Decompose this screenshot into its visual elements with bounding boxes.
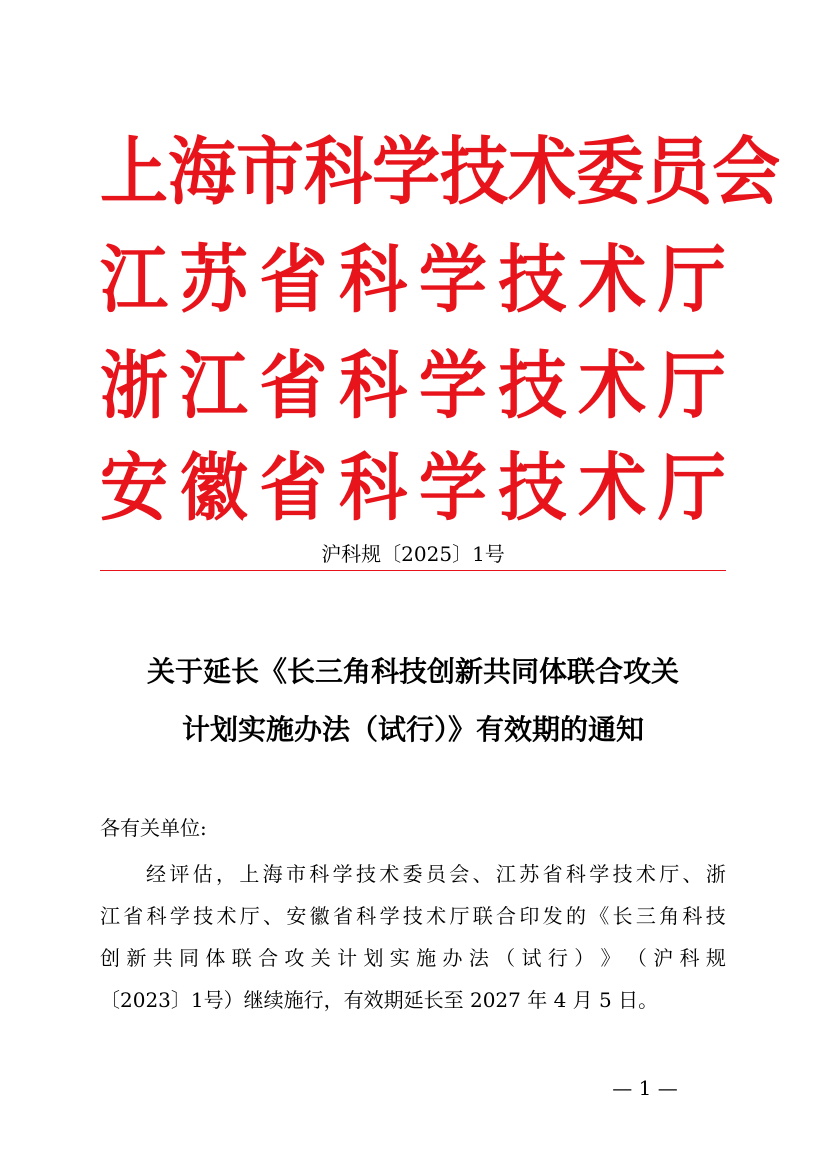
body-char: 省 [332,904,353,928]
body-char: 联 [231,946,252,970]
issuer-line-1 [100,128,781,216]
body-char: 发 [542,904,563,928]
body-char: 苏 [519,862,540,886]
body-char: 科 [682,904,703,928]
body-char: 、 [263,904,284,928]
body-char: 关 [310,946,331,970]
body-char: 规 [705,946,726,970]
issuer-char: 科 [304,128,373,216]
issuer-char: 苏 [179,236,248,324]
issuer-char: 江 [179,342,248,430]
body-char: 创 [100,946,120,970]
body-char: 划 [363,946,384,970]
body-char: 评 [169,862,190,886]
body-char: 科 [679,946,700,970]
issuer-char: 术 [508,128,577,216]
body-char: （ [626,946,647,970]
body-char: 浙 [705,862,726,886]
body-char: 科 [309,862,330,886]
salutation: 各有关单位: [100,816,207,840]
body-char: （ [495,946,516,970]
title-line-1: 关于延长《长三角科技创新共同体联合攻关 [146,655,679,688]
body-char: 学 [379,904,400,928]
issuer-char: 术 [578,444,647,532]
body-char: 厅 [449,904,470,928]
body-char: 术 [635,862,656,886]
body-char: 术 [379,862,400,886]
body-char: 学 [332,862,353,886]
body-char: 攻 [284,946,305,970]
issuer-char: 厅 [657,236,726,324]
body-char: ， [215,862,236,886]
body-char: 术 [216,904,237,928]
issuer-line-4 [100,445,726,531]
issuer-char: 科 [339,444,408,532]
body-char: 角 [659,904,680,928]
body-char: 员 [425,862,446,886]
body-char: 学 [589,862,610,886]
body-char: 体 [205,946,226,970]
body-char: 沪 [653,946,674,970]
body-char: 计 [337,946,358,970]
body-char: 技 [355,862,376,886]
body-char: 新 [126,946,147,970]
issuer-char: 学 [418,236,487,324]
issuer-char: 徽 [179,444,248,532]
body-line-3 [100,944,726,972]
body-char: 术 [426,904,447,928]
body-char: 厅 [239,904,260,928]
issuer-char: 科 [339,342,408,430]
body-char: 、 [682,862,703,886]
issuer-char: 员 [644,128,713,216]
body-char: 的 [565,904,586,928]
issuer-char: 省 [259,236,328,324]
body-char: 学 [169,904,190,928]
body-char: 市 [285,862,306,886]
issuer-char: 安 [100,444,169,532]
issuer-char: 省 [259,444,328,532]
body-char: 估 [192,862,213,886]
body-char: 徽 [309,904,330,928]
body-char: 科 [146,904,167,928]
issuer-char: 科 [339,236,408,324]
body-line-1 [100,860,726,888]
body-char: 会 [449,862,470,886]
body-char: 实 [389,946,410,970]
body-char: 法 [468,946,489,970]
issuer-char: 委 [576,128,645,216]
body-char: 科 [356,904,377,928]
issuer-char: 术 [578,342,647,430]
body-char: 、 [472,862,493,886]
body-char: 省 [542,862,563,886]
issuer-char: 学 [372,128,441,216]
issuer-char: 技 [498,444,567,532]
issuer-char: 技 [498,342,567,430]
body-char: 江 [100,904,120,928]
body-char: 安 [286,904,307,928]
issuer-char: 技 [498,236,567,324]
body-char: 省 [123,904,144,928]
body-char: 技 [705,904,726,928]
body-char: 科 [565,862,586,886]
page-number: — 1 — [612,1076,678,1100]
body-char: 印 [519,904,540,928]
body-char: ） [574,946,595,970]
body-char: 三 [635,904,656,928]
issuer-char: 省 [259,342,328,430]
issuer-line-2 [100,237,726,323]
issuer-char: 学 [418,444,487,532]
document-number: 沪科规〔2025〕1号 [321,542,505,566]
body-char: 同 [179,946,200,970]
body-char: 》 [600,946,621,970]
body-char: 合 [258,946,279,970]
body-char: 合 [496,904,517,928]
body-char: 海 [262,862,283,886]
issuer-char: 术 [578,236,647,324]
issuer-char: 浙 [100,342,169,430]
body-line-2 [100,902,726,930]
body-char: 江 [495,862,516,886]
body-char: 共 [152,946,173,970]
issuer-char: 厅 [657,342,726,430]
body-char: 上 [239,862,260,886]
body-char: 联 [472,904,493,928]
issuer-char: 市 [236,128,305,216]
body-char: 行 [547,946,568,970]
body-char: 办 [442,946,463,970]
issuer-char: 厅 [657,444,726,532]
issuer-line-3 [100,343,726,429]
issuer-char: 江 [100,236,169,324]
body-char: 委 [402,862,423,886]
body-char: 施 [416,946,437,970]
body-char: 技 [402,904,423,928]
red-divider-line [100,570,726,571]
body-line-4: 〔2023〕1号）继续施行，有效期延长至 2027 年 4 月 5 日。 [100,988,659,1012]
body-char: 试 [521,946,542,970]
title-line-2: 计划实施办法（试行）》有效期的通知 [181,713,644,746]
body-char: 技 [612,862,633,886]
issuer-char: 会 [712,128,781,216]
body-char: 技 [193,904,214,928]
body-char: 长 [612,904,633,928]
issuer-char: 学 [418,342,487,430]
body-char: 经 [146,862,166,886]
issuer-char: 海 [168,128,237,216]
issuer-char: 上 [100,128,169,216]
body-char: 《 [589,904,610,928]
issuer-char: 技 [440,128,509,216]
body-char: 厅 [659,862,680,886]
